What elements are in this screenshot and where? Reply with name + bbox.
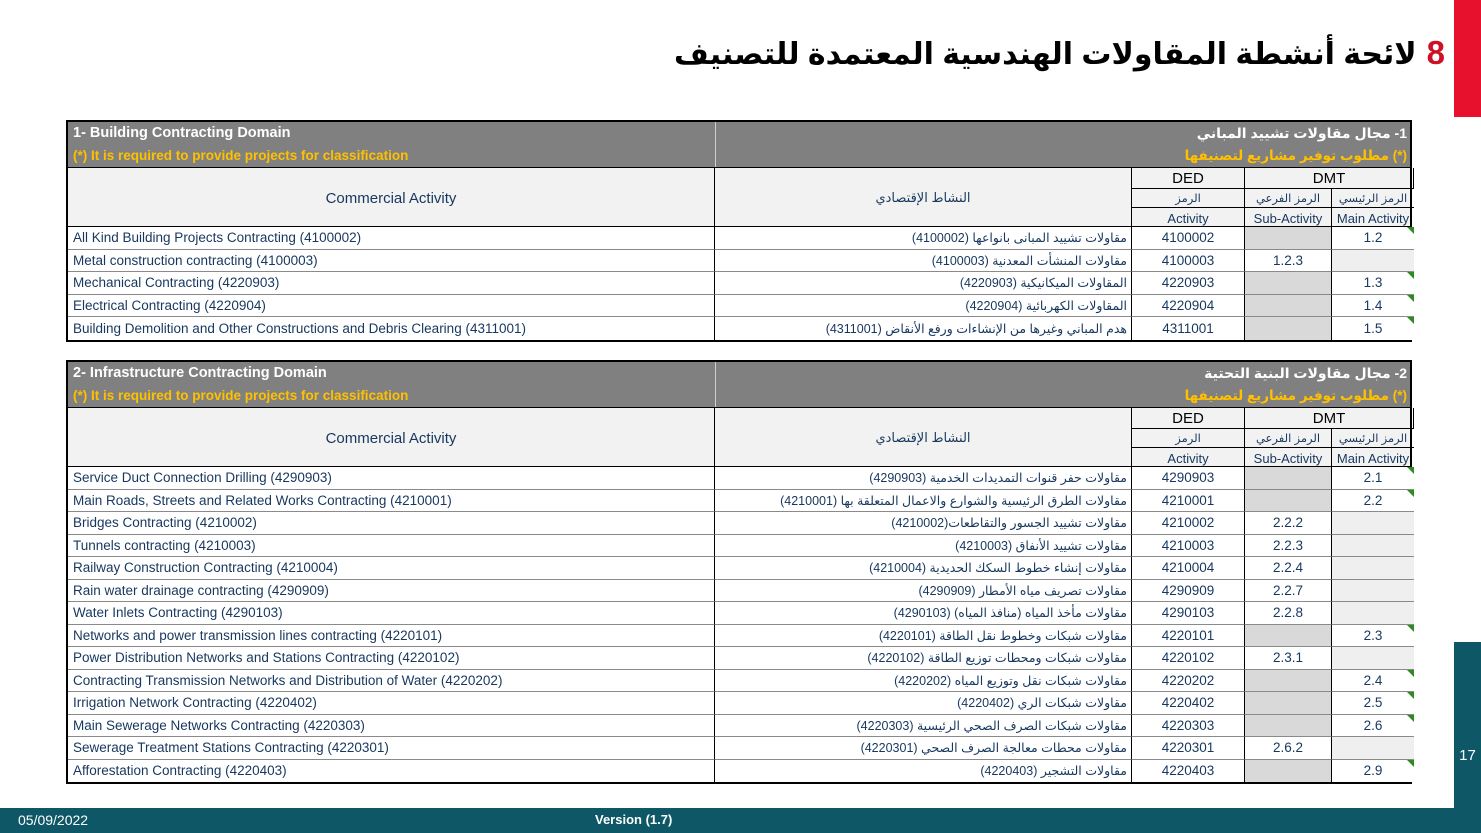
ded-activity-code: 4290909 [1132,580,1245,603]
activity-name-ar: مقاولات محطات معالجة الصرف الصحي (4220301) [715,737,1132,760]
sub-code-label-ar: الرمز الفرعي [1245,429,1332,448]
dmt-header: DMT [1245,168,1414,189]
activity-row [68,227,1410,250]
activity-name-ar: مقاولات تشييد الجسور والتقاطعات(4210002) [715,512,1132,535]
activity-row [68,647,1410,670]
activity-name-en: Tunnels contracting (4210003) [68,535,715,558]
activity-row [68,670,1410,693]
activity-name-ar: مقاولات حفر قنوات التمديدات الخدمية (4290903) [715,467,1132,490]
activity-name-en: Main Roads, Streets and Related Works Contracting (4210001) [68,490,715,513]
activity-name-en: Railway Construction Contracting (4210004) [68,557,715,580]
activity-row [68,467,1410,490]
activity-row [68,760,1410,783]
code-headers-grid [1132,168,1414,228]
ded-activity-code: 4220903 [1132,272,1245,295]
note-en: (*) It is required to provide projects for classification [73,388,409,403]
dmt-main-activity-code: 1.2 [1332,227,1414,250]
activity-name-ar: مقاولات مأخذ المياه (منافذ المياه) (4290103) [715,602,1132,625]
infrastructure-contracting-table [66,360,1412,784]
dmt-main-activity-code: 2.2 [1332,490,1414,513]
title-text-arabic: لائحة أنشطة المقاولات الهندسية المعتمدة للتصنيف [674,38,1417,71]
domain-title-ar: 1- مجال مقاولات تشييد المباني [715,122,1412,144]
domain-title-ar: 2- مجال مقاولات البنية التحتية [715,362,1412,384]
dmt-sub-activity-code: 2.3.1 [1245,647,1332,670]
ded-activity-code: 4210001 [1132,490,1245,513]
sub-activity-label: Sub-Activity [1245,208,1332,228]
dmt-sub-activity-code: 2.2.8 [1245,602,1332,625]
dmt-sub-activity-code [1245,670,1332,693]
activity-name-ar: مقاولات الطرق الرئيسية والشوارع والاعمال المتعلقة بها (4210001) [715,490,1132,513]
dmt-main-activity-code [1332,535,1414,558]
page-number: 17 [1459,747,1476,764]
dmt-main-activity-code: 1.4 [1332,295,1414,318]
activity-row [68,317,1410,340]
ded-activity-code: 4210003 [1132,535,1245,558]
comment-marker-icon [1407,625,1414,632]
page-title [674,34,1445,72]
activity-row [68,250,1410,273]
activity-name-en: Networks and power transmission lines contracting (4220101) [68,625,715,648]
column-headers [68,407,1410,467]
activity-name-en: Irrigation Network Contracting (4220402) [68,692,715,715]
ded-activity-code: 4100003 [1132,250,1245,273]
comment-marker-icon [1407,295,1414,302]
dmt-main-activity-code [1332,557,1414,580]
activity-name-en: Building Demolition and Other Constructions and Debris Clearing (4311001) [68,317,715,340]
dmt-sub-activity-code [1245,295,1332,318]
footer-bar [0,808,1481,833]
code-headers-grid [1132,408,1414,468]
ded-activity-code: 4220904 [1132,295,1245,318]
comment-marker-icon [1407,227,1414,234]
note-en: (*) It is required to provide projects for classification [73,148,409,163]
activity-name-ar: مقاولات شبكات ومحطات توزيع الطاقة (4220102) [715,647,1132,670]
activity-name-ar: مقاولات شبكات نقل وتوزيع المياه (4220202) [715,670,1132,693]
dmt-main-activity-code [1332,512,1414,535]
dmt-sub-activity-code [1245,490,1332,513]
footer-date: 05/09/2022 [18,812,89,828]
dmt-sub-activity-code: 1.2.3 [1245,250,1332,273]
ded-activity-code: 4210004 [1132,557,1245,580]
dmt-sub-activity-code [1245,317,1332,340]
activity-name-ar: المقاولات الكهربائية (4220904) [715,295,1132,318]
activity-name-en: Main Sewerage Networks Contracting (4220303) [68,715,715,738]
activity-name-en: Water Inlets Contracting (4290103) [68,602,715,625]
activity-label: Activity [1132,448,1245,468]
activity-name-en: All Kind Building Projects Contracting (4100002) [68,227,715,250]
activity-row [68,692,1410,715]
ded-activity-code: 4220402 [1132,692,1245,715]
ded-activity-code: 4290903 [1132,467,1245,490]
bottom-right-teal-bar [1454,642,1481,833]
dmt-main-activity-code [1332,737,1414,760]
dmt-main-activity-code: 2.4 [1332,670,1414,693]
comment-marker-icon [1407,692,1414,699]
comment-marker-icon [1407,317,1414,324]
comment-marker-icon [1407,467,1414,474]
comment-marker-icon [1407,490,1414,497]
activity-name-en: Rain water drainage contracting (4290909) [68,580,715,603]
dmt-main-activity-code [1332,602,1414,625]
sub-activity-label: Sub-Activity [1245,448,1332,468]
main-code-label-ar: الرمز الرئيسي [1332,189,1414,208]
dmt-sub-activity-code [1245,760,1332,783]
comment-marker-icon [1407,670,1414,677]
activity-name-ar: المقاولات الميكانيكية (4220903) [715,272,1132,295]
activity-name-en: Electrical Contracting (4220904) [68,295,715,318]
economic-activity-header-ar: النشاط الإقتصادي [715,168,1132,228]
domain-title-band [68,362,1410,384]
dmt-main-activity-code: 2.5 [1332,692,1414,715]
main-code-label-ar: الرمز الرئيسي [1332,429,1414,448]
activity-name-en: Contracting Transmission Networks and Distribution of Water (4220202) [68,670,715,693]
ded-header: DED [1132,168,1245,189]
title-number: 8 [1426,34,1445,71]
commercial-activity-header: Commercial Activity [68,168,715,228]
dmt-main-activity-code: 1.3 [1332,272,1414,295]
activity-name-en: Metal construction contracting (4100003) [68,250,715,273]
domain-title-en: 2- Infrastructure Contracting Domain [73,365,327,381]
comment-marker-icon [1407,760,1414,767]
dmt-sub-activity-code [1245,227,1332,250]
activity-row [68,535,1410,558]
activity-name-ar: مقاولات تشييد الأنفاق (4210003) [715,535,1132,558]
economic-activity-header-ar: النشاط الإقتصادي [715,408,1132,468]
building-contracting-table [66,120,1412,342]
dmt-sub-activity-code: 2.6.2 [1245,737,1332,760]
activity-name-ar: مقاولات تشييد المبانى بانواعها (4100002) [715,227,1132,250]
activity-name-en: Afforestation Contracting (4220403) [68,760,715,783]
activity-name-ar: مقاولات تصريف مياه الأمطار (4290909) [715,580,1132,603]
activity-row [68,602,1410,625]
activity-row [68,737,1410,760]
ded-activity-code: 4290103 [1132,602,1245,625]
dmt-main-activity-code: 2.9 [1332,760,1414,783]
ded-activity-code: 4220301 [1132,737,1245,760]
ded-activity-code: 4100002 [1132,227,1245,250]
dmt-sub-activity-code [1245,715,1332,738]
dmt-sub-activity-code [1245,272,1332,295]
activity-label: Activity [1132,208,1245,228]
ded-header: DED [1132,408,1245,429]
main-activity-label: Main Activity [1336,210,1410,226]
code-label-ar: الرمز [1132,189,1245,208]
dmt-sub-activity-code: 2.2.7 [1245,580,1332,603]
activity-name-ar: مقاولات شبكات الري (4220402) [715,692,1132,715]
activity-row [68,557,1410,580]
activity-name-ar: هدم المباني وغيرها من الإنشاءات ورفع الأنقاض (4311001) [715,317,1132,340]
activity-row [68,490,1410,513]
activity-name-en: Mechanical Contracting (4220903) [68,272,715,295]
dmt-main-activity-code: 2.1 [1332,467,1414,490]
ded-activity-code: 4220403 [1132,760,1245,783]
activity-name-ar: مقاولات التشجير (4220403) [715,760,1132,783]
activity-row [68,715,1410,738]
activity-name-ar: مقاولات شبكات وخطوط نقل الطاقة (4220101) [715,625,1132,648]
footer-version: Version (1.7) [595,812,673,827]
classification-note-band [68,144,1410,167]
dmt-sub-activity-code [1245,625,1332,648]
domain-title-band [68,122,1410,144]
activity-name-ar: مقاولات إنشاء خطوط السكك الحديدية (4210004) [715,557,1132,580]
top-right-red-bar [1454,0,1481,117]
code-label-ar: الرمز [1132,429,1245,448]
comment-marker-icon [1407,715,1414,722]
comment-marker-icon [1407,272,1414,279]
sub-code-label-ar: الرمز الفرعي [1245,189,1332,208]
dmt-header: DMT [1245,408,1414,429]
ded-activity-code: 4220303 [1132,715,1245,738]
dmt-main-activity-code [1332,250,1414,273]
activity-name-ar: مقاولات شبكات الصرف الصحي الرئيسية (4220303) [715,715,1132,738]
dmt-sub-activity-code [1245,692,1332,715]
dmt-sub-activity-code [1245,467,1332,490]
activity-row [68,295,1410,318]
activity-row [68,512,1410,535]
activity-name-en: Sewerage Treatment Stations Contracting (4220301) [68,737,715,760]
domain-title-en: 1- Building Contracting Domain [73,125,291,141]
dmt-main-activity-code: 2.6 [1332,715,1414,738]
activity-name-en: Power Distribution Networks and Stations Contracting (4220102) [68,647,715,670]
dmt-sub-activity-code: 2.2.2 [1245,512,1332,535]
ded-activity-code: 4311001 [1132,317,1245,340]
dmt-main-activity-code [1332,647,1414,670]
ded-activity-code: 4210002 [1132,512,1245,535]
activity-row [68,580,1410,603]
dmt-sub-activity-code: 2.2.3 [1245,535,1332,558]
ded-activity-code: 4220101 [1132,625,1245,648]
column-headers [68,167,1410,227]
dmt-main-activity-code: 2.3 [1332,625,1414,648]
main-activity-label: Main Activity [1336,450,1410,466]
activity-rows [68,227,1410,340]
note-ar: (*) مطلوب توفير مشاريع لتصنيفها [715,384,1412,407]
activity-row [68,625,1410,648]
dmt-sub-activity-code: 2.2.4 [1245,557,1332,580]
activity-row [68,272,1410,295]
dmt-main-activity-code: 1.5 [1332,317,1414,340]
ded-activity-code: 4220102 [1132,647,1245,670]
activity-rows [68,467,1410,782]
note-ar: (*) مطلوب توفير مشاريع لتصنيفها [715,144,1412,167]
activity-name-en: Bridges Contracting (4210002) [68,512,715,535]
activity-name-en: Service Duct Connection Drilling (4290903) [68,467,715,490]
ded-activity-code: 4220202 [1132,670,1245,693]
dmt-main-activity-code [1332,580,1414,603]
commercial-activity-header: Commercial Activity [68,408,715,468]
activity-name-ar: مقاولات المنشأت المعدنية (4100003) [715,250,1132,273]
classification-note-band [68,384,1410,407]
